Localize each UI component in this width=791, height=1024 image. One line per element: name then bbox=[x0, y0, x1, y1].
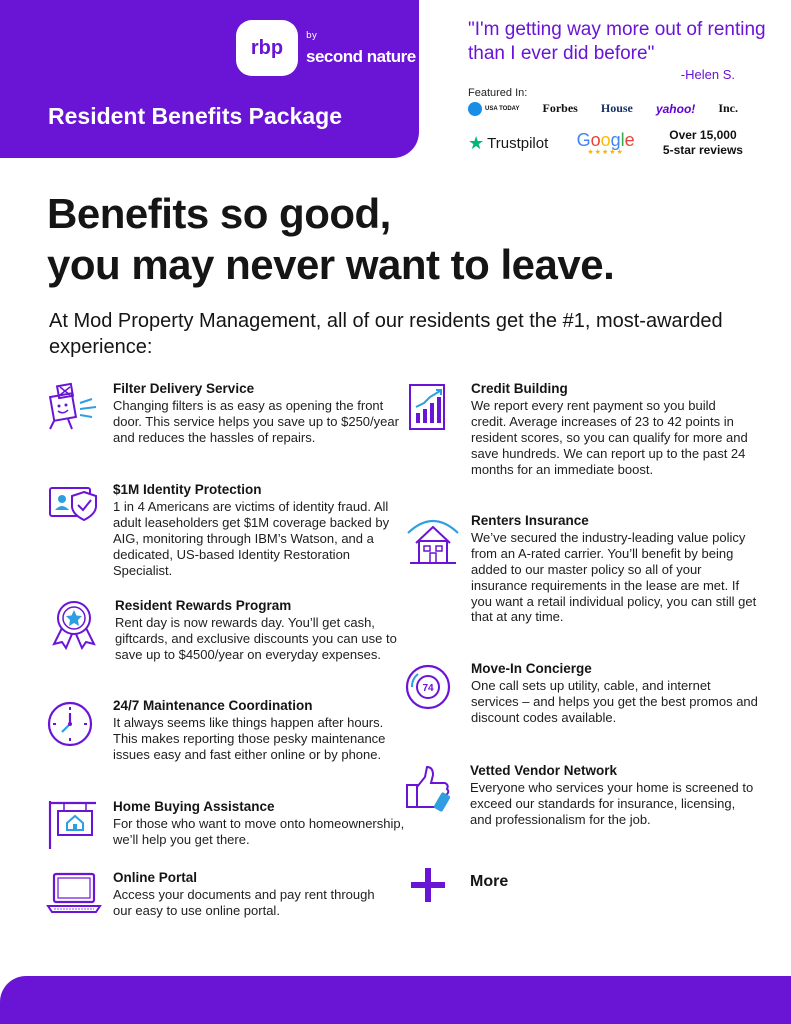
benefit-title: Renters Insurance bbox=[471, 513, 589, 528]
trustpilot-star-icon: ★ bbox=[468, 132, 485, 153]
clock-icon bbox=[46, 698, 104, 748]
featured-label: Featured In: bbox=[468, 87, 528, 99]
benefit-description: Everyone who services your home is screened to exceed our standards for insurance, licensing, and professionalism for the job. bbox=[470, 780, 754, 827]
growth-chart-icon bbox=[404, 381, 462, 431]
header-banner bbox=[0, 0, 419, 158]
logo-text: rbp bbox=[250, 36, 284, 59]
benefit-description: It always seems like things happen after hours. This makes reporting those pesky maintenance issues easy and fast either online or by phone. bbox=[113, 715, 386, 762]
review-count bbox=[663, 128, 743, 158]
thermostat-value: 74 bbox=[422, 683, 434, 694]
review-badges bbox=[468, 128, 743, 158]
benefit-description: Rent day is now rewards day. You’ll get cash, giftcards, and exclusive discounts you can use to save up to $4500/year on everyday expenses. bbox=[115, 615, 397, 662]
benefit-description: Changing filters is as easy as opening the front door. This service helps you save up to $250/year and reduces the hassles of repairs. bbox=[113, 398, 399, 445]
logo-badge bbox=[236, 20, 298, 76]
headline-line-2: you may never want to leave. bbox=[47, 240, 615, 288]
benefit-description: One call sets up utility, cable, and internet services – and helps you get the best promos and discount codes available. bbox=[471, 678, 758, 725]
benefit-description: For those who want to move onto homeownership, we’ll help you get there. bbox=[113, 816, 405, 848]
benefit-title: 24/7 Maintenance Coordination bbox=[113, 698, 313, 713]
forbes-logo: Forbes bbox=[542, 101, 578, 115]
identity-shield-icon bbox=[46, 482, 104, 532]
logo-by-text: by bbox=[306, 30, 318, 41]
google-letter: o bbox=[600, 129, 611, 150]
trustpilot-logo: ★ Trustpilot bbox=[468, 132, 549, 153]
logo-brand bbox=[306, 32, 416, 65]
review-count-line: 5-star reviews bbox=[662, 143, 743, 157]
review-count-line: Over 15,000 bbox=[669, 128, 737, 142]
headline bbox=[47, 189, 614, 291]
google-wordmark bbox=[577, 131, 635, 149]
press-logos bbox=[468, 101, 738, 116]
intro-text: At Mod Property Management, all of our residents get the #1, most-awarded experience: bbox=[49, 310, 723, 358]
more-link[interactable]: More bbox=[470, 873, 509, 890]
thumbs-up-icon bbox=[403, 763, 461, 813]
package-title: Resident Benefits Package bbox=[48, 103, 343, 129]
google-stars-icon: ★★★★★ bbox=[587, 148, 624, 156]
benefit-title: Resident Rewards Program bbox=[115, 598, 292, 613]
google-letter: g bbox=[610, 129, 621, 150]
benefit-description: We’ve secured the industry-leading value policy from an A-rated carrier. You’ll benefit by being added to our master policy so all of your insurance requirements in the lease are met. If you want a retail individual policy, you can still get that at any time. bbox=[471, 530, 757, 625]
umbrella-house-icon bbox=[404, 513, 462, 563]
house-logo: House bbox=[600, 101, 633, 115]
inc-logo: Inc. bbox=[718, 101, 738, 115]
google-logo bbox=[577, 131, 635, 156]
benefit-description: Access your documents and pay rent through our easy to use online portal. bbox=[113, 887, 375, 919]
rbp-logo bbox=[236, 20, 416, 76]
thermostat-icon bbox=[404, 661, 462, 711]
plus-icon[interactable] bbox=[409, 866, 447, 904]
benefit-title: Move-In Concierge bbox=[471, 661, 592, 676]
benefit-title: Home Buying Assistance bbox=[113, 799, 275, 814]
usa-today-dot-icon bbox=[468, 102, 482, 116]
footer-bar bbox=[0, 976, 791, 1024]
testimonial-author: -Helen S. bbox=[680, 67, 735, 82]
benefit-title: Online Portal bbox=[113, 870, 198, 885]
benefit-title: Vetted Vendor Network bbox=[470, 763, 618, 778]
google-letter: e bbox=[624, 129, 635, 150]
laptop-icon bbox=[46, 870, 104, 920]
benefit-title: $1M Identity Protection bbox=[113, 482, 262, 497]
headline-line-1: Benefits so good, bbox=[47, 190, 391, 237]
benefit-title: Credit Building bbox=[471, 381, 568, 396]
google-letter: G bbox=[576, 129, 591, 150]
benefit-title: Filter Delivery Service bbox=[113, 381, 255, 396]
award-ribbon-icon bbox=[48, 598, 106, 648]
benefit-description: We report every rent payment so you build credit. Average increases of 23 to 42 points in resident scores, so you can qualify for more and save hundreds. We can report up to the past 24 months for an immediate boost. bbox=[471, 398, 748, 477]
google-letter: o bbox=[590, 129, 601, 150]
google-letter: l bbox=[620, 129, 625, 150]
logo-brand-text: second nature bbox=[306, 46, 416, 66]
usa-today-logo: USA TODAY bbox=[468, 102, 519, 116]
yahoo-logo: yahoo! bbox=[655, 101, 696, 116]
house-sign-icon bbox=[46, 799, 104, 849]
testimonial-quote: "I'm getting way more out of renting than I ever did before" bbox=[468, 19, 766, 64]
benefit-description: 1 in 4 Americans are victims of identity fraud. All adult leaseholders get $1M coverage backed by AIG, monitoring through IBM’s Watson, and a dedicated, US-based Identity Restoration Specialist. bbox=[113, 499, 390, 578]
filter-box-icon bbox=[46, 381, 104, 431]
